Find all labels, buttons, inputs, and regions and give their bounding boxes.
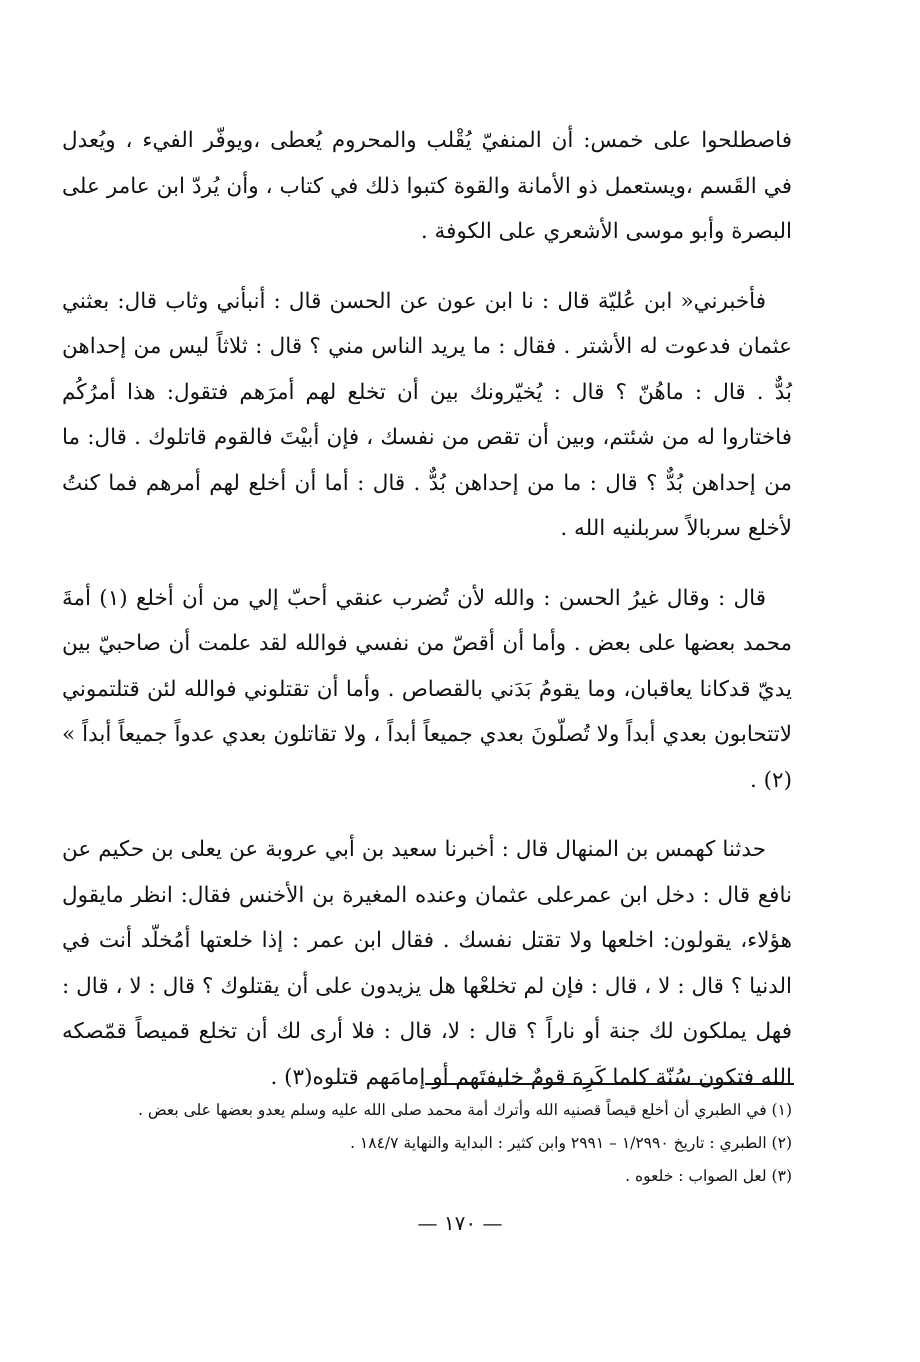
page-number: — ١٧٠ —	[417, 1211, 503, 1235]
footnote-2: (٢) الطبري : تاريخ ١/٢٩٩٠ – ٢٩٩١ وابن كثير : البداية والنهاية ١٨٤/٧ .	[350, 1134, 792, 1152]
footnote-1: (١) في الطبري أن أخلع قيصاً قصنيه الله وأترك أمة محمد صلى الله عليه وسلم يعدو بعضها على بعض .	[138, 1101, 792, 1119]
paragraph-2: فأخبرني« ابن عُليّة قال : نا ابن عون عن الحسن قال : أنبأني وثاب قال: بعثني عثمان فدعوت له الأشتر . فقال : ما يريد الناس مني ؟ قال : ثلاثاً ليس من إحداهن بُدٌّ . قال : ماهُنّ ؟ قال : يُخيّرونك بين أن تخلع لهم أمرَهم فتقول: هذا أمرُكُم فاختاروا له من شئتم، وبين أن تقص من نفسك ، فإن أبيْتَ فالقوم قاتلوك . قال: ما من إحداهن بُدٌّ ؟ قال : ما من إحداهن بُدٌّ . قال : أما أن أخلع لهم أمرهم فما كنتُ لأخلع سربالاً سربلنيه الله .	[62, 288, 792, 541]
paragraph-4: حدثنا كهمس بن المنهال قال : أخبرنا سعيد بن أبي عروبة عن يعلى بن حكيم عن نافع قال : دخل ابن عمرعلى عثمان وعنده المغيرة بن الأخنس فقال: انظر مايقول هؤلاء، يقولون: اخلعها ولا تقتل نفسك . فقال ابن عمر : إذا خلعتها أمُخلّد أنت في الدنيا ؟ قال : لا ، قال : فإن لم تخلعْها هل يزيدون على أن يقتلوك ؟ قال : لا ، قال : فهل يملكون لك جنة أو ناراً ؟ قال : لا، قال : فلا أرى لك أن تخلع قميصاً قمّصكه الله فتكون سُنّة كلما كَرِهَ قومٌ خليفتَهم أو إمامَهم قتلوه(٣) .	[62, 837, 792, 1090]
main-text	[62, 118, 792, 1124]
footnotes	[62, 1094, 792, 1193]
footnote-separator	[425, 1083, 794, 1085]
paragraph-3: قال : وقال غيرُ الحسن : والله لأن تُضرب عنقي أحبّ إلي من أن أخلع (١) أمةَ محمد بعضها على بعض . وأما أن أقصّ من نفسي فوالله لقد علمت أن صاحبيّ بين يديّ قدكانا يعاقبان، وما يقومُ بَدَني بالقصاص . وأما أن تقتلوني فوالله لئن قتلتموني لاتتحابون بعدي أبداً ولا تُصلّونَ بعدي جميعاً أبداً ، ولا تقاتلون بعدي عدواً جميعاً أبداً » (٢) .	[62, 585, 792, 793]
paragraph-1: فاصطلحوا على خمس: أن المنفيّ يُقْلب والمحروم يُعطى ،ويوفّر الفيء ، ويُعدل في القَسم ،ويستعمل ذو الأمانة والقوة كتبوا ذلك في كتاب ، وأن يُردّ ابن عامر على البصرة وأبو موسى الأشعري على الكوفة .	[62, 128, 792, 244]
footnote-3: (٣) لعل الصواب : خلعوه .	[625, 1167, 792, 1185]
